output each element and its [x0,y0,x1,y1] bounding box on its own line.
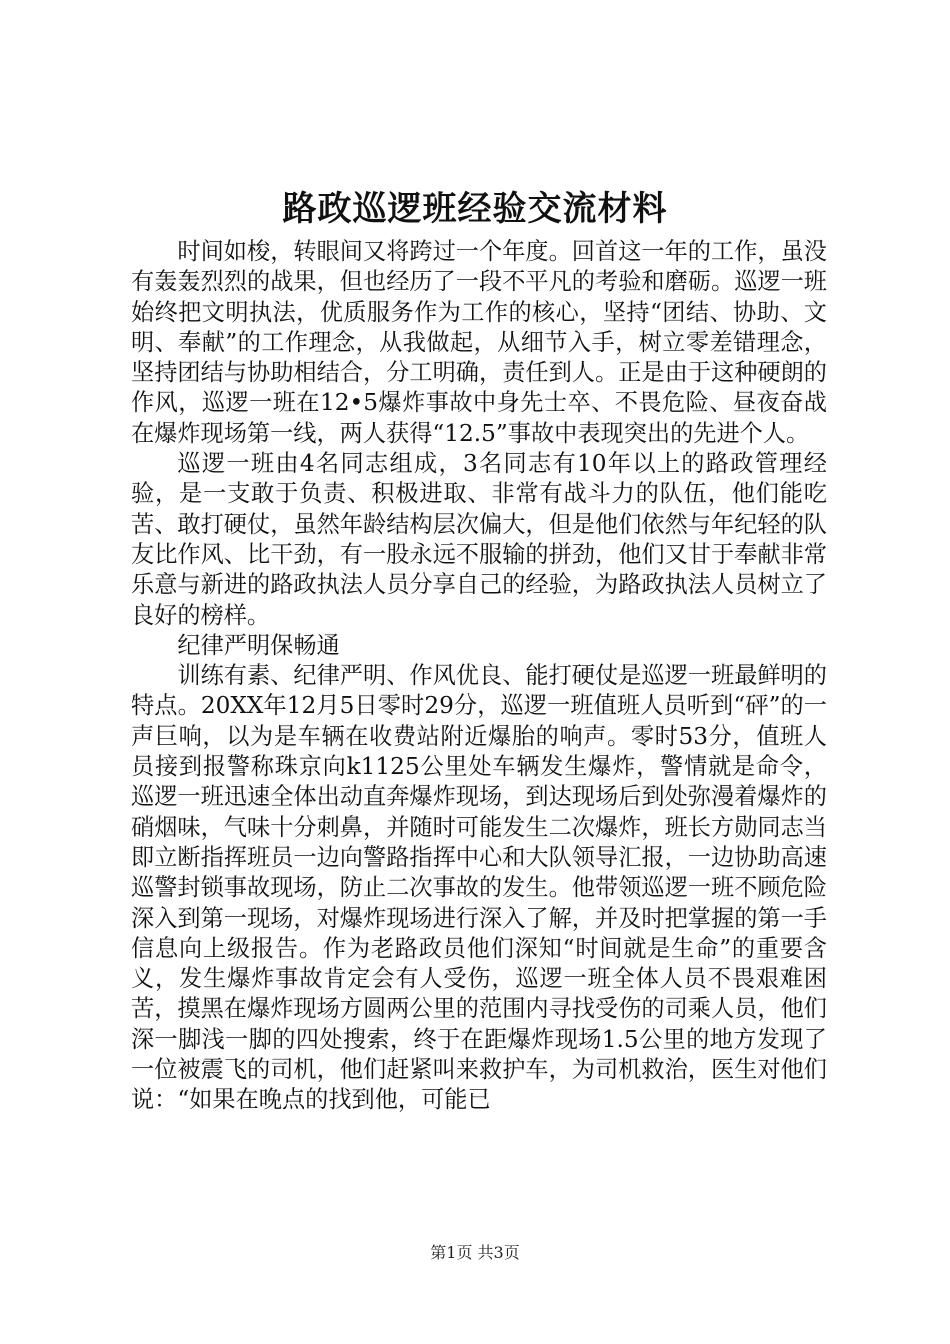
paragraph-discipline: 训练有素、纪律严明、作风优良、能打硬仗是巡逻一班最鲜明的特点。20XX年12月5日零时29分，巡逻一班值班人员听到“砰”的一声巨响，以为是车辆在收费站附近爆胎的响声。零时53分，值班人员接到报警称珠京向k1125公里处车辆发生爆炸，警情就是命令，巡逻一班迅速全体出动直奔爆炸现场，到达现场后到处弥漫着爆炸的硝烟味，气味十分刺鼻，并随时可能发生二次爆炸，班长方勋同志当即立断指挥班员一边向警路指挥中心和大队领导汇报，一边协助高速巡警封锁事故现场，防止二次事故的发生。他带领巡逻一班不顾危险深入到第一现场，对爆炸现场进行深入了解，并及时把掌握的第一手信息向上级报告。作为老路政员他们深知“时间就是生命”的重要含义，发生爆炸事故肯定会有人受伤，巡逻一班全体人员不畏艰难困苦，摸黑在爆炸现场方圆两公里的范围内寻找受伤的司乘人员，他们深一脚浅一脚的四处搜索，终于在距爆炸现场1.5公里的地方发现了一位被震飞的司机，他们赶紧叫来救护车，为司机救治，医生对他们说：“如果在晚点的找到他，可能已 [131,662,827,1114]
paragraph-intro: 时间如梭，转眼间又将跨过一个年度。回首这一年的工作，虽没有轰轰烈烈的战果，但也经历了一段不平凡的考验和磨砺。巡逻一班始终把文明执法，优质服务作为工作的核心，坚持“团结、协助、文明、奉献”的工作理念，从我做起，从细节入手，树立零差错理念，坚持团结与协助相结合，分工明确，责任到人。正是由于这种硬朗的作风，巡逻一班在12•5爆炸事故中身先士卒、不畏危险、昼夜奋战在爆炸现场第一线，两人获得“12.5”事故中表现突出的先进个人。 [131,238,827,447]
page-footer: 第1页 共3页 [430,1243,520,1262]
document-body [131,237,827,1116]
document-title: 路政巡逻班经验交流材料 [282,189,668,229]
paragraph-team: 巡逻一班由4名同志组成，3名同志有10年以上的路政管理经验，是一支敢于负责、积极进取、非常有战斗力的队伍，他们能吃苦、敢打硬仗，虽然年龄结构层次偏大，但是他们依然与年纪轻的队友比作风、比干劲，有一股永远不服输的拼劲，他们又甘于奉献非常乐意与新进的路政执法人员分享自己的经验，为路政执法人员树立了良好的榜样。 [131,450,827,629]
section-heading: 纪律严明保畅通 [177,631,340,659]
